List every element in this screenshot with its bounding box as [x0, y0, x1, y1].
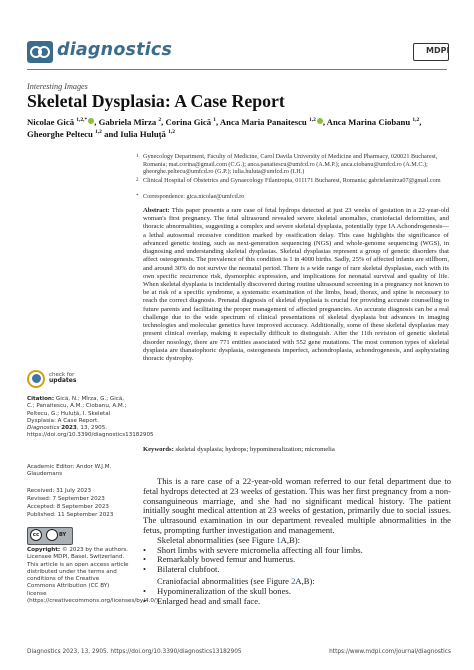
affiliation-number: 1 [136, 154, 139, 159]
affiliation-2 [136, 177, 448, 185]
author-name[interactable]: , Anca Marina Ciobanu [322, 117, 413, 127]
check-for-updates-button[interactable] [27, 370, 87, 392]
check-updates-label [49, 372, 76, 384]
affiliation-text: Clinical Hospital of Obstetrics and Gynaecology Filantropia, 011171 Bucharest, Romania; gabrielamirza07@gmail.com [143, 177, 441, 184]
skeletal-heading-suffix: A,B): [280, 534, 300, 545]
attribution-icon [46, 529, 58, 541]
figure-link[interactable]: 1 [276, 534, 281, 545]
article-type: Interesting Images [27, 82, 88, 91]
accepted-date: Accepted: 8 September 2023 [27, 504, 109, 510]
header-divider [27, 69, 447, 70]
copyright-text: © 2023 by the authors. Licensee MDPI, Basel, Switzerland. This article is an open access article distributed under the terms and conditions of the Creative Commons Attribution (CC BY) license (https://creativecommons.org/licenses/by/4.0/). [27, 547, 160, 605]
keywords-label: Keywords: [143, 446, 174, 453]
skeletal-heading-text: Skeletal abnormalities (see Figure [157, 534, 277, 545]
author-name[interactable]: , Anca Maria Panaitescu [216, 117, 309, 127]
list-item: • Enlarged head and small face. [143, 597, 451, 607]
citation-block [27, 396, 154, 440]
cranio-heading-suffix: A,B): [295, 575, 315, 586]
list-item: • Short limbs with severe micromelia affecting all four limbs. [143, 546, 451, 556]
keywords-text: skeletal dysplasia; hydrops; hypomineralization; micromelia [175, 446, 335, 453]
author-affiliation-mark: 1,2 [95, 129, 102, 136]
footer-journal-link[interactable]: https://www.mdpi.com/journal/diagnostics [329, 649, 451, 655]
publisher-badge[interactable] [413, 43, 449, 61]
affiliation-number: * [136, 194, 139, 199]
abstract-text: This paper presents a rare case of fetal hydrops detected at just 23 weeks of gestation in a 22-year-old woman's first pregnancy. The fetal ultrasound revealed severe skeletal anomalies, craniofacial deformities, and thoracic abnormalities, suggesting a complex and severe skeletal dysplasia, potentially type IA Achondrogenesis—a lethal autosomal recessive condition marked by ossification delay. This case highlights the significance of advanced genetic testing, such as next-generation sequencing (NGS) and whole-genome sequencing (WGS), in diagnosing and understanding skeletal dysplasias. Skeletal dysplasias represent a group of genetic disorders that affect osteogenesis. The prevalence of this condition is 1 in 4000 births. Sadly, 25% of affected infants are stillborn, and around 30% do not survive the neonatal period. There is a wide range of rare skeletal dysplasias, each with its own specific recurrence risk, dysmorphic expression, and implications for neonatal survival and quality of life. When skeletal dysplasia is incidentally discovered during routine ultrasound screening in a pregnancy not known to be at risk of a specific syndrome, a systematic examination of the limbs, head, thorax, and spine is necessary to reach the correct diagnosis. Prenatal diagnosis of skeletal dysplasia is crucial for providing accurate counselling to future parents and facilitating the proper management of affected pregnancies. An accurate diagnosis can be a real challenge due to the wide spectrum of clinical presentations of skeletal dysplasia but advances in imaging technologies and molecular genetics have improved accuracy. Additionally, some of these skeletal dysplasias may present clinical overlap, making it especially difficult to distinguish. After the 11th revision of genetic skeletal disorder nosology, there are 771 entities associated with 552 gene mutations. The most common types of skeletal dysplasia are thanatophoric dysplasia, osteogenesis imperfect, achondroplasia, achondrogenesis, and asphyxiating thoracic dystrophy. [143, 207, 449, 362]
footer-citation[interactable]: Diagnostics 2023, 13, 2905. https://doi.org/10.3390/diagnostics13182905 [27, 649, 242, 655]
citation-label: Citation: [27, 396, 55, 402]
publisher-badge-label: MDPI [426, 46, 450, 55]
authors-line-1 [27, 117, 421, 127]
body-text [143, 477, 451, 606]
journal-name: diagnostics [57, 40, 173, 60]
by-label: BY [59, 532, 67, 538]
authors-line-2 [27, 129, 175, 139]
author-affiliation-mark: 2 [158, 117, 162, 124]
cranio-heading-text: Craniofacial abnormalities (see Figure [157, 575, 292, 586]
list-item: • Remarkably bowed femur and humerus. [143, 555, 451, 565]
author-affiliation-mark: 1,2 [168, 129, 175, 136]
correspondence [136, 193, 448, 201]
affiliation-text: Gynecology Department, Faculty of Medicine, Carol Davila University of Medicine and Pharmacy, 020021 Bucharest, Romania; mat.corina@gmail.com (C.G.); anca.panaitescu@umfcd.ro (A.M.P.); anca.ciobanu@umfcd.ro (A.M.C.); gheorghe.peltecu@umfcd.ro (G.P.); iulia.huluta@umfcd.ro (I.H.) [143, 153, 438, 176]
copyright-label: Copyright: [27, 547, 61, 553]
keywords [143, 446, 449, 454]
affiliation-number: 2 [136, 178, 139, 183]
check-updates-icon [27, 370, 45, 388]
author-affiliation-mark: 1,2 [412, 117, 420, 124]
check-updates-line2: updates [49, 377, 77, 385]
abstract [143, 207, 449, 363]
author-affiliation-mark: 1 [213, 117, 217, 124]
intro-paragraph: This is a rare case of a 22-year-old woman referred to our fetal department due to fetal hydrops detected at 23 weeks of gestation. This was her first pregnancy from a non-consanguineous marriage, and she had no significant medical history. The patient initially sought medical attention at 23 weeks of gestation, primarily due to social issues. The ultrasound examination in our department revealed multiple abnormalities in the fetus, prompting further investigation and management. [143, 476, 451, 535]
abstract-label: Abstract: [143, 207, 170, 214]
author-separator: , [419, 117, 422, 127]
diagnostics-logo-icon [27, 41, 53, 63]
cc-icon: cc [30, 529, 42, 541]
author-name[interactable]: Nicolae Gică [27, 117, 77, 127]
author-name[interactable]: , Corina Gică [161, 117, 214, 127]
author-name[interactable]: Gheorghe Peltecu [27, 129, 96, 139]
citation-journal: Diagnostics [27, 425, 60, 432]
correspondence-text: Correspondence: gica.nicolae@umfcd.ro [143, 193, 245, 200]
copyright-block [27, 547, 160, 605]
author-name[interactable]: , Gabriela Mîrza [94, 117, 159, 127]
revised-date: Revised: 7 September 2023 [27, 496, 105, 502]
affiliation-1 [136, 153, 448, 176]
list-item: • Bilateral clubfoot. [143, 565, 451, 575]
published-date: Published: 11 September 2023 [27, 512, 114, 518]
figure-link[interactable]: 2 [291, 575, 296, 586]
author-name[interactable]: and Iulia Huluță [101, 129, 169, 139]
cc-by-license-badge[interactable] [27, 527, 73, 545]
author-affiliation-mark: 1,2 [308, 117, 316, 124]
citation-doi[interactable]: , 13, 2905. https://doi.org/10.3390/diagnostics13182905 [27, 425, 154, 439]
academic-editor: Academic Editor: Andor W.J.M. Glaudemans [27, 464, 112, 478]
check-updates-line1: check for [49, 372, 75, 378]
list-item: • Hypomineralization of the skull bones. [143, 587, 451, 597]
citation-year: 2023 [61, 425, 77, 432]
author-affiliation-mark: 1,2,* [76, 117, 88, 124]
article-title: Skeletal Dysplasia: A Case Report [27, 91, 285, 111]
received-date: Received: 31 July 2023 [27, 488, 92, 494]
citation-text: Gică, N.; Mîrza, G.; Gică, C.; Panaitescu, A.M.; Ciobanu, A.M.; Peltecu, G.; Huluță, I. Skeletal Dysplasia: A Case Report. [27, 396, 127, 424]
